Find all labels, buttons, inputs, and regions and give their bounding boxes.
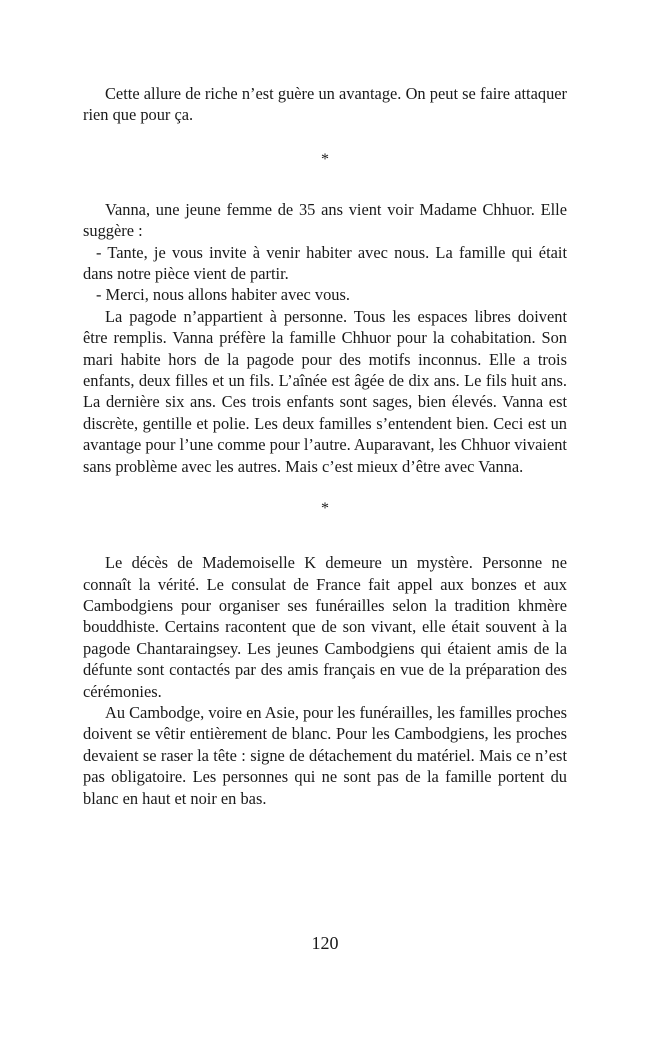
page-number: 120 bbox=[311, 933, 339, 953]
section-separator: * bbox=[321, 500, 329, 518]
dialogue-line-reply: - Merci, nous allons habiter avec vous. bbox=[96, 285, 350, 305]
paragraph-deces: Le décès de Mademoiselle K demeure un mystère. Personne ne connaît la vérité. Le consulat de France fait appel aux bonzes et aux Cambodgiens pour organiser ses funérailles selon la tradition khmère bouddhiste. Certains racontent que de son vivant, elle était souvent à la pagode Chantaraingsey. Les jeunes Cambodgiens qui étaient amis de la défunte sont contactés par des amis français en vue de la préparation des cérémonies. bbox=[83, 553, 567, 701]
paragraph-funerailles: Au Cambodge, voire en Asie, pour les funérailles, les familles proches doivent se vêtir entièrement de blanc. Pour les Cambodgiens, les proches devaient se raser la tête : signe de détachement du matériel. Mais ce n’est pas obligatoire. Les personnes qui ne sont pas de la famille portent du blanc en haut et noir en bas. bbox=[83, 702, 568, 808]
section-separator: * bbox=[321, 150, 329, 168]
paragraph-vanna-intro: Vanna, une jeune femme de 35 ans vient voir Madame Chhuor. Elle suggère : bbox=[83, 199, 567, 241]
paragraph-pagode: La pagode n’appartient à personne. Tous les espaces libres doivent être remplis. Vanna préfère la famille Chhuor pour la cohabitation. Son mari habite hors de la pagode pour des motifs inconnus. Elle a trois enfants, deux filles et un fils. L’aînée est âgée de dix ans. Le fils huit ans. La dernière six ans. Ces trois enfants sont sages, bien élevés. Vanna est discrète, gentille et polie. Les deux familles s’entendent bien. Ceci est un avantage pour l’une comme pour l’autre. Auparavant, les Chhuor vivaient sans problème avec les autres. Mais c’est mieux d’être avec Vanna. bbox=[83, 306, 567, 476]
paragraph-riche: Cette allure de riche n’est guère un avantage. On peut se faire attaquer rien que pour ça. bbox=[83, 84, 567, 125]
dialogue-line-invitation: - Tante, je vous invite à venir habiter avec nous. La famille qui était dans notre pièce vient de partir. bbox=[83, 242, 567, 284]
